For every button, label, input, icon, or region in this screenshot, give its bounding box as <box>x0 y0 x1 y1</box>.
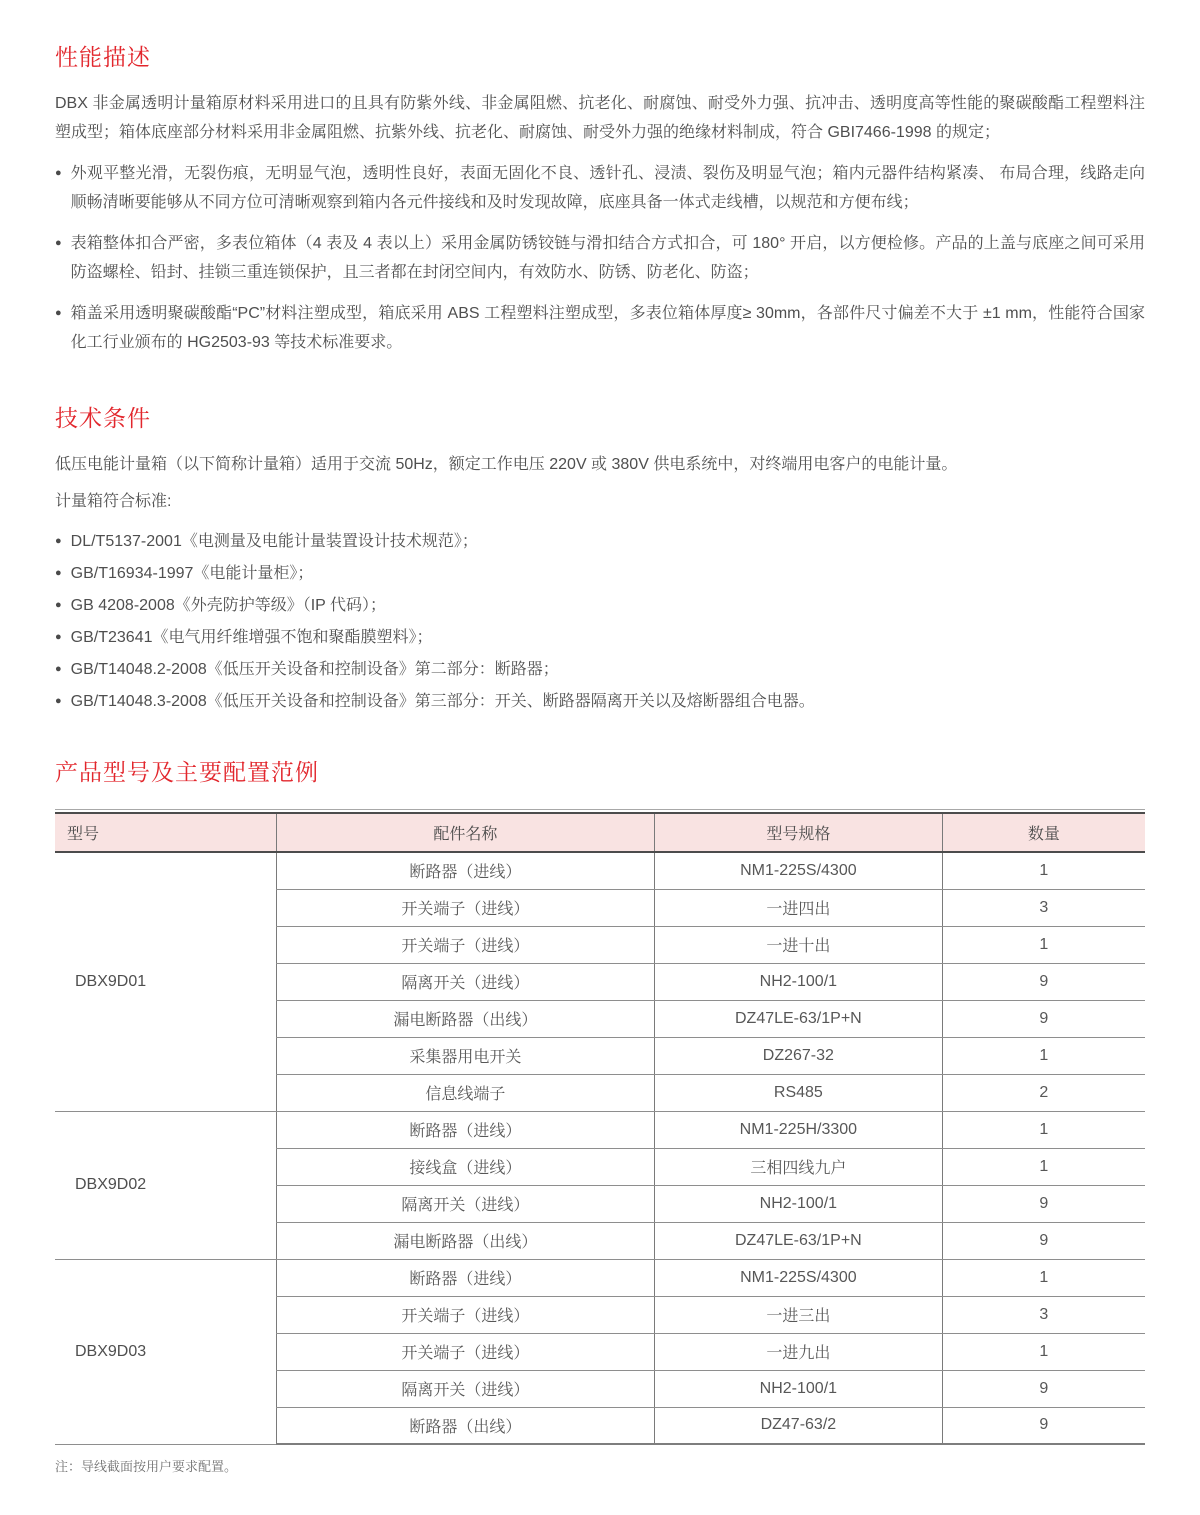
qty-cell: 2 <box>942 1074 1145 1111</box>
qty-cell: 1 <box>942 1333 1145 1370</box>
part-name-cell: 断路器（出线） <box>276 1407 654 1444</box>
bullet-dot-icon: ● <box>55 631 62 643</box>
spec-cell: DZ47LE-63/1P+N <box>654 1222 942 1259</box>
qty-cell: 9 <box>942 1407 1145 1444</box>
standard-text: GB/T14048.3-2008《低压开关设备和控制设备》第三部分：开关、断路器隔离开关以及熔断器组合电器。 <box>70 693 815 710</box>
performance-title: 性能描述 <box>55 44 151 70</box>
part-name-cell: 漏电断路器（出线） <box>276 1000 654 1037</box>
part-name-cell: 隔离开关（进线） <box>276 963 654 1000</box>
part-name-cell: 隔离开关（进线） <box>276 1370 654 1407</box>
technical-intro: 低压电能计量箱（以下简称计量箱）适用于交流 50Hz，额定工作电压 220V 或 380V 供电系统中，对终端用电客户的电能计量。 <box>55 456 958 473</box>
performance-bullet-text: 表箱整体扣合严密，多表位箱体（4 表及 4 表以上）采用金属防锈铰链与滑扣结合方式扣合，可 180° 开启，以方便检修。产品的上盖与底座之间可采用防盗螺栓、铅封、挂锁三重连锁保护，且三者都在封闭空间内，有效防水、防锈、防老化、防盗； <box>70 235 1145 281</box>
technical-title: 技术条件 <box>55 405 151 431</box>
standard-text: GB/T16934-1997《电能计量柜》； <box>70 565 314 582</box>
qty-cell: 9 <box>942 1222 1145 1259</box>
qty-cell: 3 <box>942 1296 1145 1333</box>
part-name-cell: 开关端子（进线） <box>276 889 654 926</box>
spec-cell: RS485 <box>654 1074 942 1111</box>
spec-cell: 一进三出 <box>654 1296 942 1333</box>
standards-label: 计量箱符合标准: <box>55 493 172 510</box>
performance-bullet-text: 外观平整光滑，无裂伤痕，无明显气泡，透明性良好，表面无固化不良、透针孔、浸渍、裂伤及明显气泡；箱内元器件结构紧凑、 布局合理，线路走向顺畅清晰要能够从不同方位可清晰观察到箱内各元件接线和及时发现故障，底座具备一体式走线槽，以规范和方便布线； <box>70 165 1145 211</box>
spec-cell: NM1-225H/3300 <box>654 1111 942 1148</box>
model-cell: DBX9D01 <box>55 852 276 1111</box>
standard-item <box>55 564 1145 583</box>
standard-text: GB/T23641《电气用纤维增强不饱和聚酯膜塑料》； <box>70 629 433 646</box>
part-name-cell: 隔离开关（进线） <box>276 1185 654 1222</box>
bullet-dot-icon: ● <box>55 167 62 179</box>
part-name-cell: 开关端子（进线） <box>276 1333 654 1370</box>
model-cell: DBX9D02 <box>55 1111 276 1259</box>
standard-item <box>55 692 1145 711</box>
qty-cell: 3 <box>942 889 1145 926</box>
performance-bullet-list <box>55 159 1145 357</box>
part-name-cell: 接线盒（进线） <box>276 1148 654 1185</box>
qty-cell: 1 <box>942 1111 1145 1148</box>
spec-cell: NH2-100/1 <box>654 1370 942 1407</box>
spec-cell: NM1-225S/4300 <box>654 852 942 889</box>
table-row <box>55 1111 1145 1148</box>
qty-cell: 9 <box>942 1185 1145 1222</box>
bullet-dot-icon: ● <box>55 663 62 675</box>
section-performance <box>55 42 1145 357</box>
table-row <box>55 852 1145 889</box>
table-header <box>55 813 1145 852</box>
qty-cell: 9 <box>942 1370 1145 1407</box>
bullet-dot-icon: ● <box>55 599 62 611</box>
bullet-dot-icon: ● <box>55 237 62 249</box>
model-cell: DBX9D03 <box>55 1259 276 1444</box>
bullet-dot-icon: ● <box>55 535 62 547</box>
part-name-cell: 开关端子（进线） <box>276 926 654 963</box>
section-technical <box>55 403 1145 711</box>
spec-cell: 一进十出 <box>654 926 942 963</box>
table-row <box>55 1259 1145 1296</box>
performance-bullet-item <box>55 299 1145 357</box>
spec-cell: DZ267-32 <box>654 1037 942 1074</box>
qty-cell: 1 <box>942 926 1145 963</box>
bullet-dot-icon: ● <box>55 695 62 707</box>
part-name-cell: 信息线端子 <box>276 1074 654 1111</box>
part-name-cell: 断路器（进线） <box>276 1111 654 1148</box>
performance-bullet-item <box>55 229 1145 287</box>
standard-item <box>55 660 1145 679</box>
part-name-cell: 开关端子（进线） <box>276 1296 654 1333</box>
bullet-dot-icon: ● <box>55 307 62 319</box>
header-model: 型号 <box>55 813 276 852</box>
table-body <box>55 852 1145 1444</box>
section-models <box>55 757 1145 1475</box>
qty-cell: 9 <box>942 963 1145 1000</box>
part-name-cell: 漏电断路器（出线） <box>276 1222 654 1259</box>
qty-cell: 1 <box>942 852 1145 889</box>
configuration-table <box>55 812 1145 1445</box>
header-spec: 型号规格 <box>654 813 942 852</box>
table-footnote: 注：导线截面按用户要求配置。 <box>55 1459 238 1474</box>
standards-list <box>55 532 1145 711</box>
qty-cell: 9 <box>942 1000 1145 1037</box>
standard-text: GB/T14048.2-2008《低压开关设备和控制设备》第二部分：断路器； <box>70 661 559 678</box>
header-qty: 数量 <box>942 813 1145 852</box>
standard-item <box>55 628 1145 647</box>
performance-intro: DBX 非金属透明计量箱原材料采用进口的且具有防紫外线、非金属阻燃、抗老化、耐腐蚀、耐受外力强、抗冲击、透明度高等性能的聚碳酸酯工程塑料注塑成型；箱体底座部分材料采用非金属阻燃、抗紫外线、抗老化、耐腐蚀、耐受外力强的绝缘材料制成，符合 GBI7466-1998 的规定； <box>55 95 1145 141</box>
part-name-cell: 断路器（进线） <box>276 1259 654 1296</box>
standard-text: GB 4208-2008《外壳防护等级》（IP 代码）； <box>70 597 387 614</box>
spec-cell: NH2-100/1 <box>654 1185 942 1222</box>
part-name-cell: 采集器用电开关 <box>276 1037 654 1074</box>
spec-cell: 一进四出 <box>654 889 942 926</box>
performance-bullet-text: 箱盖采用透明聚碳酸酯“PC”材料注塑成型，箱底采用 ABS 工程塑料注塑成型，多表位箱体厚度≥ 30mm，各部件尺寸偏差不大于 ±1 mm，性能符合国家化工行业颁布的 HG2503-93 等技术标准要求。 <box>70 305 1145 351</box>
spec-cell: NM1-225S/4300 <box>654 1259 942 1296</box>
qty-cell: 1 <box>942 1259 1145 1296</box>
spec-cell: DZ47-63/2 <box>654 1407 942 1444</box>
table-header-row <box>55 813 1145 852</box>
qty-cell: 1 <box>942 1148 1145 1185</box>
standard-item <box>55 532 1145 551</box>
spec-cell: DZ47LE-63/1P+N <box>654 1000 942 1037</box>
bullet-dot-icon: ● <box>55 567 62 579</box>
header-part-name: 配件名称 <box>276 813 654 852</box>
standard-item <box>55 596 1145 615</box>
spec-cell: 一进九出 <box>654 1333 942 1370</box>
spec-cell: 三相四线九户 <box>654 1148 942 1185</box>
part-name-cell: 断路器（进线） <box>276 852 654 889</box>
standard-text: DL/T5137-2001《电测量及电能计量装置设计技术规范》； <box>70 533 478 550</box>
performance-bullet-item <box>55 159 1145 217</box>
qty-cell: 1 <box>942 1037 1145 1074</box>
spec-cell: NH2-100/1 <box>654 963 942 1000</box>
models-title: 产品型号及主要配置范例 <box>55 759 319 785</box>
